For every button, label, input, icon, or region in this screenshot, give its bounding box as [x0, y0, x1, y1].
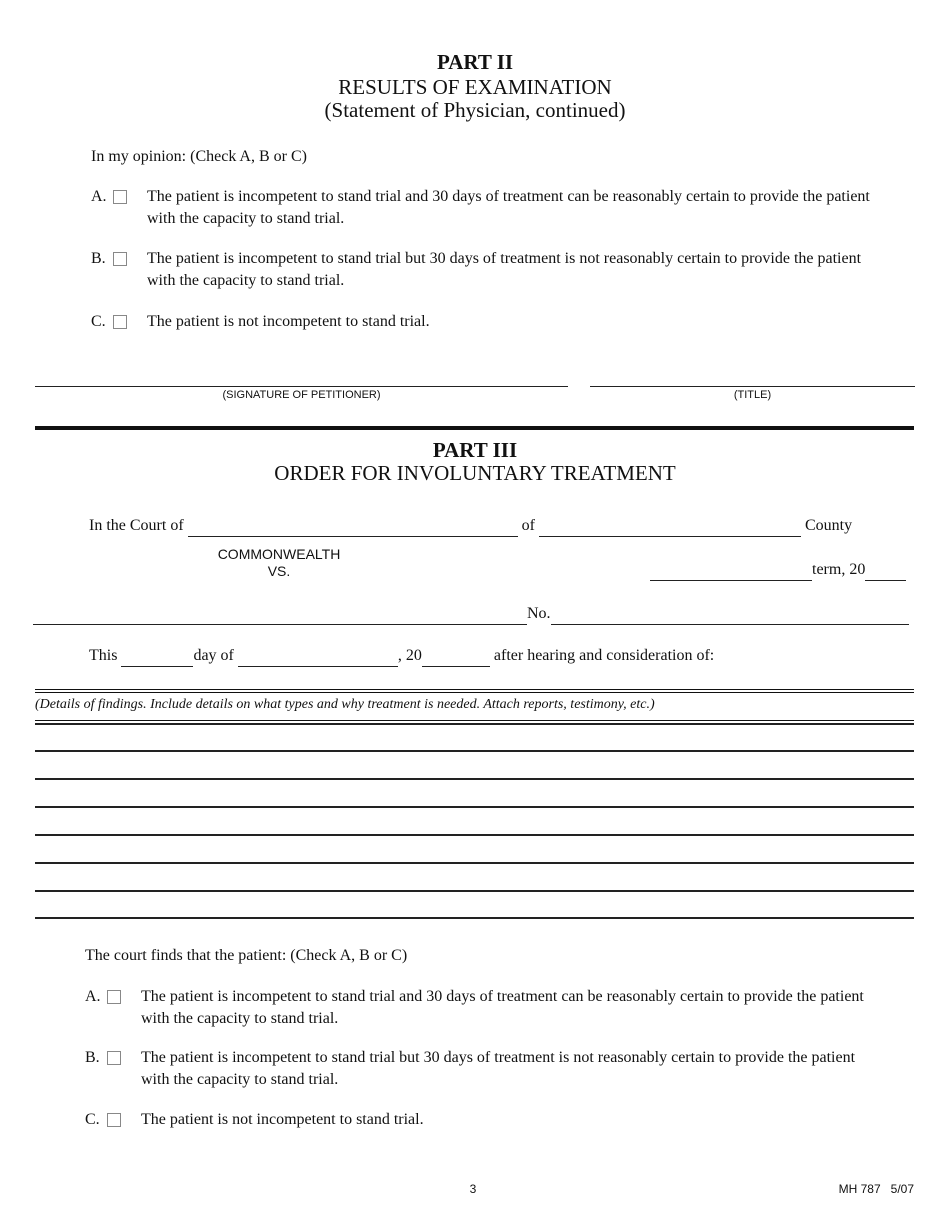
- part2-option-a: [91, 186, 891, 230]
- part3-option-a: [85, 986, 885, 1030]
- term-year-field[interactable]: [865, 562, 906, 581]
- option-b-checkbox[interactable]: [113, 252, 127, 266]
- term-field[interactable]: [650, 562, 812, 581]
- details-line-2[interactable]: [35, 750, 914, 752]
- part3-intro: The court finds that the patient: (Check A, B or C): [85, 947, 408, 964]
- case-number-line: [33, 603, 909, 625]
- court-name-field[interactable]: [188, 518, 518, 537]
- details-line-3[interactable]: [35, 778, 914, 780]
- part2-title: PART II: [436, 50, 514, 74]
- year-prefix: , 20: [397, 647, 422, 664]
- details-line-7[interactable]: [35, 890, 914, 892]
- commonwealth-label: COMMONWEALTH: [217, 546, 341, 562]
- county-name-field[interactable]: [539, 518, 801, 537]
- part2-option-b: [91, 248, 891, 292]
- part3-title: PART III: [432, 438, 518, 462]
- case-number-field[interactable]: [551, 606, 909, 625]
- option-letter: A.: [91, 188, 107, 205]
- finding-a-checkbox[interactable]: [107, 990, 121, 1004]
- year-field[interactable]: [422, 648, 490, 667]
- page-number: 3: [469, 1182, 477, 1196]
- option-letter: B.: [91, 250, 106, 267]
- part2-subtitle2: (Statement of Physician, continued): [324, 98, 626, 122]
- vs-label: VS.: [267, 563, 291, 579]
- part2-option-c: [91, 311, 891, 336]
- option-text: The patient is incompetent to stand trial and 30 days of treatment can be reasonably certain to provide the patient with the capacity to stand trial.: [141, 988, 864, 1027]
- date-line: [89, 645, 714, 667]
- details-sub-rule: [35, 720, 914, 721]
- details-line-6[interactable]: [35, 862, 914, 864]
- signature-label: (SIGNATURE OF PETITIONER): [222, 389, 381, 401]
- part3-option-c: [85, 1109, 885, 1134]
- part3-option-b: [85, 1047, 885, 1091]
- defendant-name-field[interactable]: [33, 606, 527, 625]
- term-label: term, 20: [812, 561, 866, 578]
- section-divider: [35, 426, 914, 430]
- option-letter: B.: [85, 1049, 100, 1066]
- option-c-checkbox[interactable]: [113, 315, 127, 329]
- finding-b-checkbox[interactable]: [107, 1051, 121, 1065]
- day-field[interactable]: [121, 648, 193, 667]
- details-line-5[interactable]: [35, 834, 914, 836]
- option-text: The patient is not incompetent to stand trial.: [147, 313, 430, 330]
- details-line-8[interactable]: [35, 917, 914, 919]
- details-line-4[interactable]: [35, 806, 914, 808]
- county-label: County: [804, 517, 853, 534]
- option-text: The patient is not incompetent to stand trial.: [141, 1111, 424, 1128]
- option-letter: A.: [85, 988, 101, 1005]
- details-line-1[interactable]: [35, 723, 914, 725]
- after-hearing-label: after hearing and consideration of:: [493, 647, 715, 664]
- option-letter: C.: [91, 313, 106, 330]
- this-label: This: [89, 647, 118, 664]
- details-top-rule: [35, 689, 914, 690]
- day-of-label: day of: [193, 647, 234, 664]
- option-a-checkbox[interactable]: [113, 190, 127, 204]
- signature-line[interactable]: [35, 386, 568, 387]
- court-of: of: [521, 517, 535, 534]
- month-field[interactable]: [238, 648, 398, 667]
- finding-c-checkbox[interactable]: [107, 1113, 121, 1127]
- form-id: MH 787 5/07: [838, 1182, 914, 1196]
- term-line: [650, 559, 906, 581]
- part2-subtitle: RESULTS OF EXAMINATION: [338, 75, 612, 99]
- title-line[interactable]: [590, 386, 915, 387]
- no-label: No.: [527, 605, 551, 622]
- part2-intro: In my opinion: (Check A, B or C): [91, 148, 307, 165]
- title-label: (TITLE): [733, 389, 772, 401]
- option-text: The patient is incompetent to stand trial and 30 days of treatment can be reasonably certain to provide the patient with the capacity to stand trial.: [147, 188, 870, 227]
- option-text: The patient is incompetent to stand trial but 30 days of treatment is not reasonably certain to provide the patient with the capacity to stand trial.: [147, 250, 862, 289]
- option-letter: C.: [85, 1111, 100, 1128]
- option-text: The patient is incompetent to stand trial but 30 days of treatment is not reasonably certain to provide the patient with the capacity to stand trial.: [141, 1049, 856, 1088]
- part3-subtitle: ORDER FOR INVOLUNTARY TREATMENT: [274, 461, 676, 485]
- court-line: [89, 515, 919, 537]
- details-note: (Details of findings. Include details on what types and why treatment is needed. Attach reports, testimony, etc.): [35, 697, 655, 712]
- court-prefix: In the Court of: [89, 517, 184, 534]
- details-top-rule-2: [35, 692, 914, 693]
